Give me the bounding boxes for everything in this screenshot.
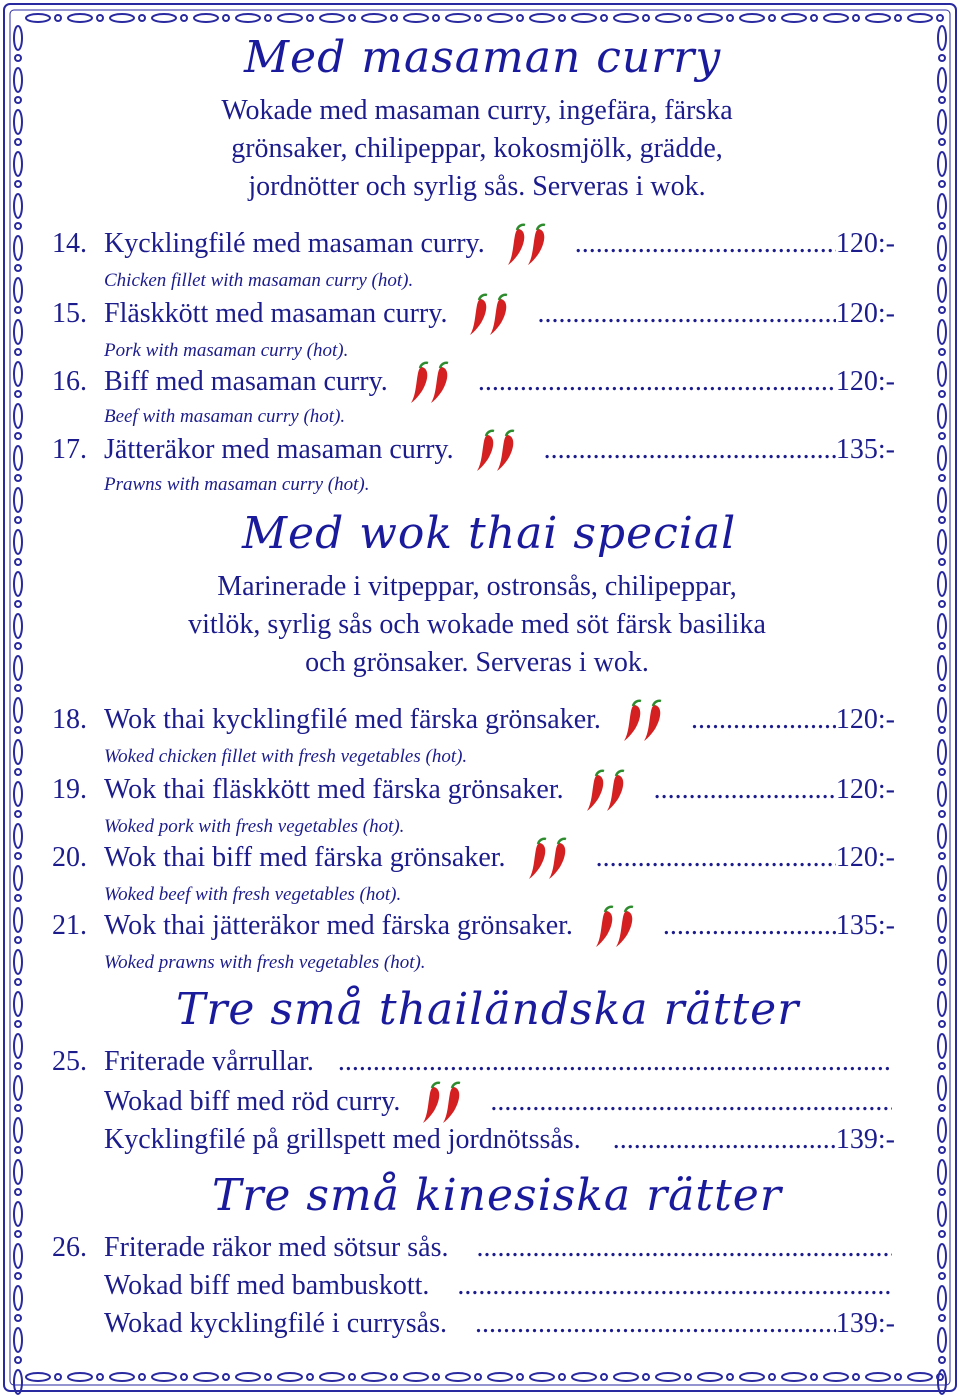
item-price: 139:-	[835, 1124, 895, 1155]
item-number: 16.	[52, 366, 87, 397]
section-title-masaman: Med masaman curry	[244, 32, 722, 83]
chili-pepper-icon	[418, 1081, 466, 1125]
chili-pepper-icon	[503, 223, 551, 267]
item-english: Woked beef with fresh vegetables (hot).	[104, 884, 402, 905]
chili-pepper-icon	[619, 699, 667, 743]
dot-leader	[596, 842, 836, 874]
item-name: Jätteräkor med masaman curry.	[104, 434, 454, 465]
menu-item-26	[52, 1232, 892, 1266]
description-line: Marinerade i vitpeppar, ostronsås, chilipeppar,	[217, 571, 737, 602]
menu-page	[52, 0, 902, 1395]
menu-item-26-c	[52, 1308, 895, 1342]
dot-leader	[475, 1308, 836, 1340]
item-english: Chicken fillet with masaman curry (hot).	[104, 270, 414, 291]
item-number: 20.	[52, 842, 87, 873]
description-line: Wokade med masaman curry, ingefära, färska	[221, 95, 733, 126]
item-english: Woked chicken fillet with fresh vegetables (hot).	[104, 746, 468, 767]
item-name: Friterade vårrullar.	[104, 1046, 314, 1077]
item-name: Wok thai fläskkött med färska grönsaker.	[104, 774, 564, 805]
dot-leader	[691, 704, 836, 736]
menu-item-16	[52, 366, 895, 400]
item-name: Wokad biff med bambuskott.	[104, 1270, 430, 1301]
menu-item-25-b	[52, 1086, 892, 1120]
item-name: Friterade räkor med sötsur sås.	[104, 1232, 449, 1263]
section-description-masaman	[52, 92, 902, 206]
description-line: och grönsaker. Serveras i wok.	[305, 647, 649, 678]
menu-item-25-c	[52, 1124, 895, 1158]
description-line: jordnötter och syrlig sås. Serveras i wok.	[248, 171, 706, 202]
chili-pepper-icon	[524, 837, 572, 881]
item-number: 25.	[52, 1046, 87, 1077]
item-price: 120:-	[835, 228, 895, 259]
menu-item-25	[52, 1046, 892, 1080]
item-price: 120:-	[835, 704, 895, 735]
chili-pepper-icon	[582, 769, 630, 813]
item-english: Pork with masaman curry (hot).	[104, 340, 349, 361]
menu-item-14	[52, 228, 895, 262]
chili-pepper-icon	[406, 361, 454, 405]
dot-leader	[654, 774, 836, 806]
dot-leader	[575, 228, 836, 260]
item-name: Wokad biff med röd curry.	[104, 1086, 401, 1117]
item-number: 19.	[52, 774, 87, 805]
dot-leader	[338, 1046, 892, 1078]
menu-item-18	[52, 704, 895, 738]
menu-item-21	[52, 910, 895, 944]
dot-leader	[537, 298, 835, 330]
dot-leader	[457, 1270, 892, 1302]
item-english: Beef with masaman curry (hot).	[104, 406, 346, 427]
dot-leader	[663, 910, 836, 942]
item-price: 120:-	[835, 298, 895, 329]
section-description-wok-thai	[52, 568, 902, 682]
chili-pepper-icon	[591, 905, 639, 949]
item-name: Wok thai kycklingfilé med färska grönsaker.	[104, 704, 601, 735]
item-name: Wok thai biff med färska grönsaker.	[104, 842, 506, 873]
menu-item-26-b	[52, 1270, 892, 1304]
chili-pepper-icon	[465, 293, 513, 337]
menu-item-20	[52, 842, 895, 876]
item-number: 17.	[52, 434, 87, 465]
menu-item-17	[52, 434, 895, 468]
item-number: 26.	[52, 1232, 87, 1263]
menu-item-15	[52, 298, 895, 332]
item-number: 14.	[52, 228, 87, 259]
item-name: Biff med masaman curry.	[104, 366, 388, 397]
item-price: 120:-	[835, 842, 895, 873]
item-number: 21.	[52, 910, 87, 941]
dot-leader	[544, 434, 836, 466]
section-title-chinese-combo: Tre små kinesiska rätter	[212, 1170, 782, 1221]
item-number: 15.	[52, 298, 87, 329]
item-price: 135:-	[835, 434, 895, 465]
item-english: Woked pork with fresh vegetables (hot).	[104, 816, 405, 837]
item-name: Kycklingfilé med masaman curry.	[104, 228, 485, 259]
item-price: 120:-	[835, 366, 895, 397]
item-price: 139:-	[835, 1308, 895, 1339]
item-english: Woked prawns with fresh vegetables (hot).	[104, 952, 426, 973]
item-name: Fläskkött med masaman curry.	[104, 298, 448, 329]
menu-item-19	[52, 774, 895, 808]
dot-leader	[478, 366, 836, 398]
chili-pepper-icon	[472, 429, 520, 473]
item-english: Prawns with masaman curry (hot).	[104, 474, 370, 495]
dot-leader	[490, 1086, 892, 1118]
dot-leader	[476, 1232, 892, 1264]
section-title-wok-thai: Med wok thai special	[242, 508, 737, 559]
item-name: Wokad kycklingfilé i currysås.	[104, 1308, 447, 1339]
description-line: vitlök, syrlig sås och wokade med söt färsk basilika	[188, 609, 766, 640]
dot-leader	[613, 1124, 836, 1156]
item-price: 120:-	[835, 774, 895, 805]
item-name: Kycklingfilé på grillspett med jordnötssås.	[104, 1124, 581, 1155]
item-number: 18.	[52, 704, 87, 735]
item-price: 135:-	[835, 910, 895, 941]
description-line: grönsaker, chilipeppar, kokosmjölk, grädde,	[231, 133, 723, 164]
item-name: Wok thai jätteräkor med färska grönsaker.	[104, 910, 573, 941]
section-title-thai-combo: Tre små thailändska rätter	[176, 984, 800, 1035]
